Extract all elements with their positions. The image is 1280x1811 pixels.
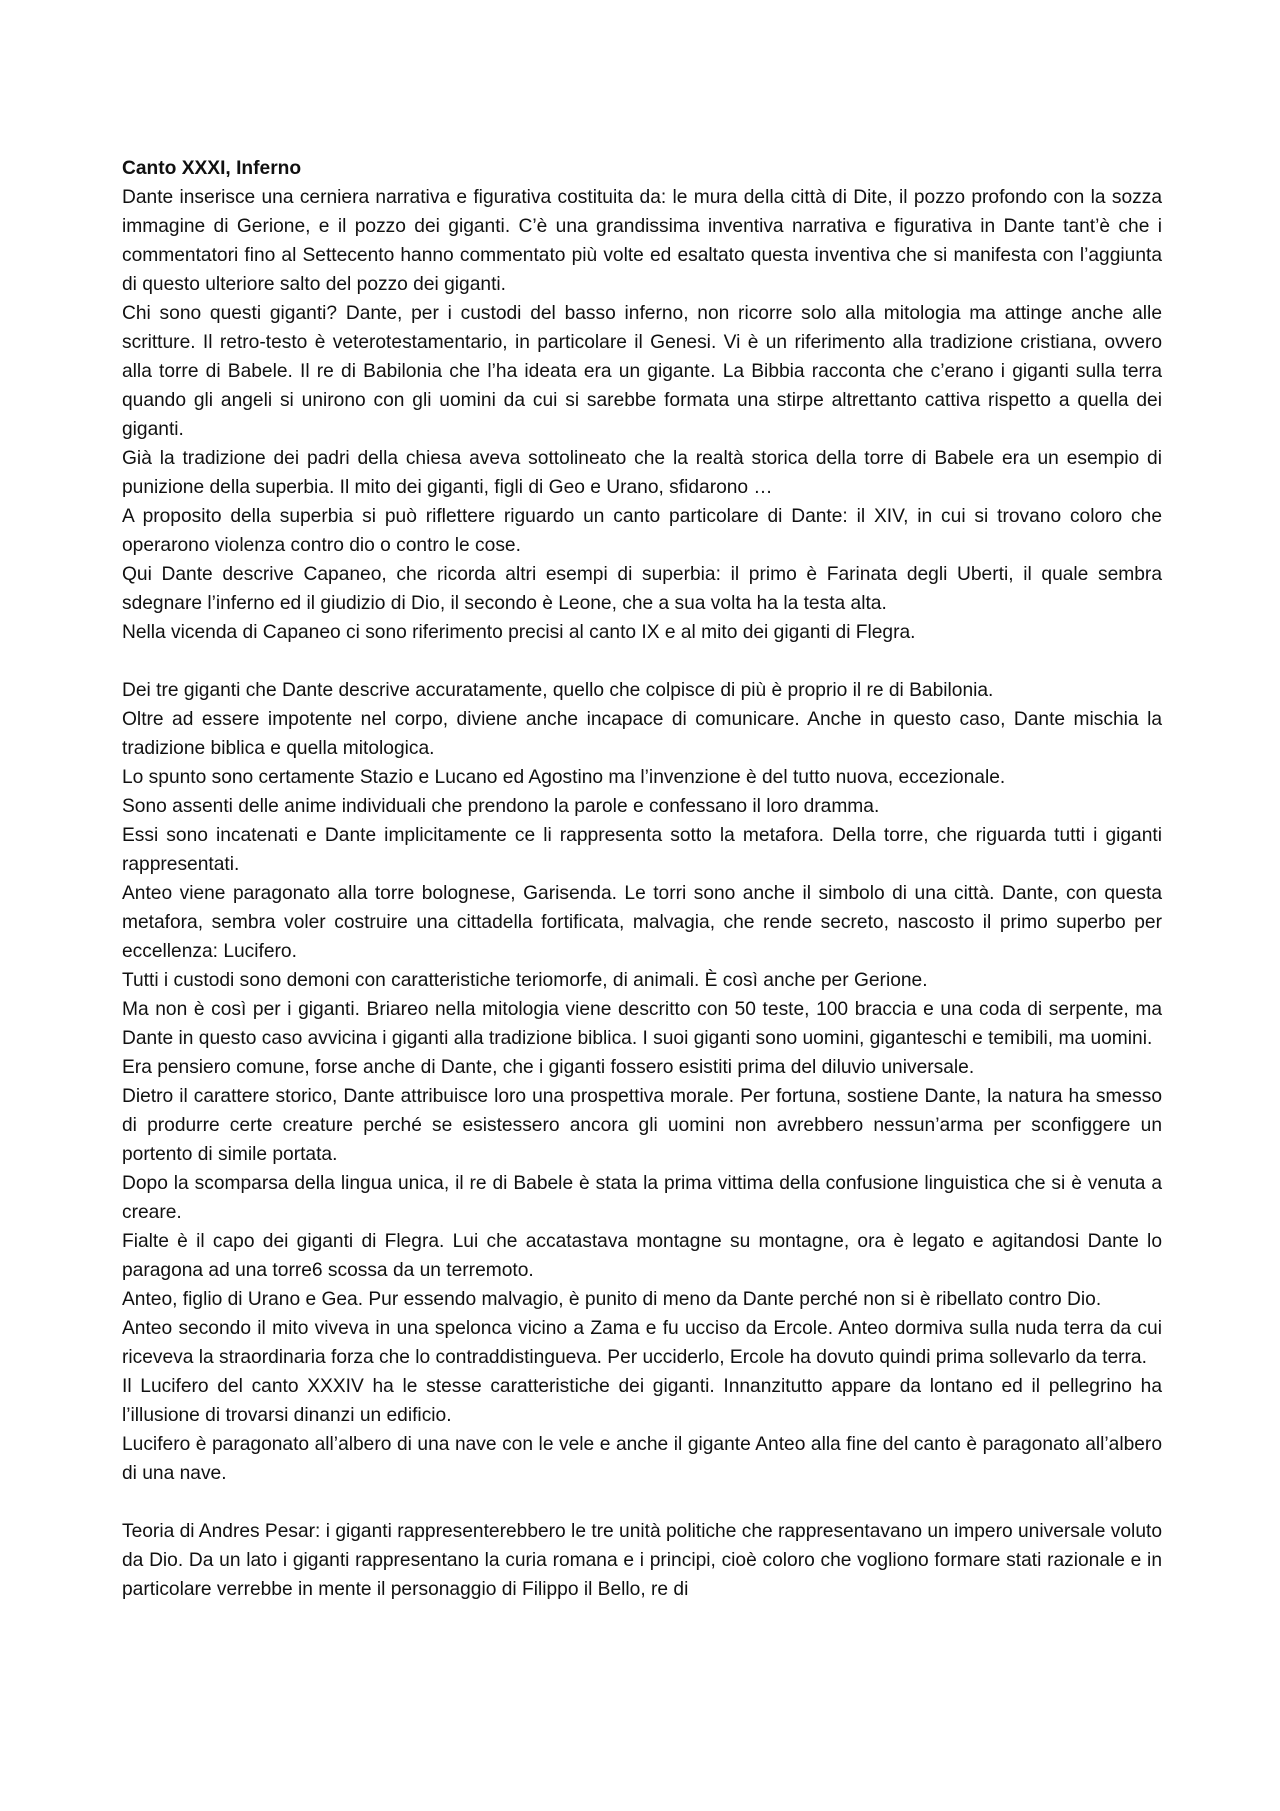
paragraph: Il Lucifero del canto XXXIV ha le stesse caratteristiche dei giganti. Innanzitutto appare da lontano ed il pellegrino ha l’illusione di trovarsi dinanzi un edificio. [122,1376,1162,1426]
paragraph: Ma non è così per i giganti. Briareo nella mitologia viene descritto con 50 teste, 100 braccia e una coda di serpente, ma Dante in questo caso avvicina i giganti alla tradizione biblica. I suoi giganti sono uomini, giganteschi e temibili, ma uomini. [122,999,1162,1049]
paragraph: Già la tradizione dei padri della chiesa aveva sottolineato che la realtà storica della torre di Babele era un esempio di punizione della superbia. Il mito dei giganti, figli di Geo e Urano, sfidarono … [122,448,1162,498]
paragraph: Lucifero è paragonato all’albero di una nave con le vele e anche il gigante Anteo alla fine del canto è paragonato all’albero di una nave. [122,1434,1162,1484]
paragraph: Dei tre giganti che Dante descrive accuratamente, quello che colpisce di più è proprio il re di Babilonia. [122,680,994,701]
paragraph: Chi sono questi giganti? Dante, per i custodi del basso inferno, non ricorre solo alla mitologia ma attinge anche alle scritture. Il retro-testo è veterotestamentario, in particolare il Genesi. Vi è un riferimento alla tradizione cristiana, ovvero alla torre di Babele. Il re di Babilonia che l’ha ideata era un gigante. La Bibbia racconta che c’erano i giganti sulla terra quando gli angeli si unirono con gli uomini da cui si sarebbe formata una stirpe altrettanto cattiva rispetto a quella dei giganti. [122,303,1162,440]
paragraph: Nella vicenda di Capaneo ci sono riferimento precisi al canto IX e al mito dei giganti di Flegra. [122,622,916,643]
paragraph: A proposito della superbia si può riflettere riguardo un canto particolare di Dante: il XIV, in cui si trovano coloro che operarono violenza contro dio o contro le cose. [122,506,1162,556]
paragraph: Era pensiero comune, forse anche di Dante, che i giganti fossero esistiti prima del diluvio universale. [122,1057,975,1078]
paragraph: Dietro il carattere storico, Dante attribuisce loro una prospettiva morale. Per fortuna, sostiene Dante, la natura ha smesso di produrre certe creature perché se esistessero ancora gli uomini non avrebbero nessun’arma per sconfiggere un portento di simile portata. [122,1086,1162,1165]
blank-line [122,647,1162,676]
blank-line [122,1488,1162,1517]
paragraph: Lo spunto sono certamente Stazio e Lucano ed Agostino ma l’invenzione è del tutto nuova, eccezionale. [122,767,1006,788]
paragraph: Qui Dante descrive Capaneo, che ricorda altri esempi di superbia: il primo è Farinata degli Uberti, il quale sembra sdegnare l’inferno ed il giudizio di Dio, il secondo è Leone, che a sua volta ha la testa alta. [122,564,1162,614]
paragraph: Anteo viene paragonato alla torre bolognese, Garisenda. Le torri sono anche il simbolo di una città. Dante, con questa metafora, sembra voler costruire una cittadella fortificata, malvagia, che rende secreto, nascosto il primo superbo per eccellenza: Lucifero. [122,883,1162,962]
paragraph: Teoria di Andres Pesar: i giganti rappresenterebbero le tre unità politiche che rappresentavano un impero universale voluto da Dio. Da un lato i giganti rappresentano la curia romana e i principi, cioè coloro che vogliono formare stati razionale e in particolare verrebbe in mente il personaggio di Filippo il Bello, re di [122,1521,1162,1600]
paragraph: Anteo, figlio di Urano e Gea. Pur essendo malvagio, è punito di meno da Dante perché non si è ribellato contro Dio. [122,1289,1102,1310]
paragraph: Oltre ad essere impotente nel corpo, diviene anche incapace di comunicare. Anche in questo caso, Dante mischia la tradizione biblica e quella mitologica. [122,709,1162,759]
paragraph: Dopo la scomparsa della lingua unica, il re di Babele è stata la prima vittima della confusione linguistica che si è venuta a creare. [122,1173,1162,1223]
paragraph: Anteo secondo il mito viveva in una spelonca vicino a Zama e fu ucciso da Ercole. Anteo dormiva sulla nuda terra da cui riceveva la straordinaria forza che lo contraddistingueva. Per ucciderlo, Ercole ha dovuto quindi prima sollevarlo da terra. [122,1318,1162,1368]
paragraph: Dante inserisce una cerniera narrativa e figurativa costituita da: le mura della città di Dite, il pozzo profondo con la sozza immagine di Gerione, e il pozzo dei giganti. C’è una grandissima inventiva narrativa e figurativa in Dante tant’è che i commentatori fino al Settecento hanno commentato più volte ed esaltato questa inventiva che si manifesta con l’aggiunta di questo ulteriore salto del pozzo dei giganti. [122,187,1162,295]
paragraph: Fialte è il capo dei giganti di Flegra. Lui che accatastava montagne su montagne, ora è legato e agitandosi Dante lo paragona ad una torre6 scossa da un terremoto. [122,1231,1162,1281]
paragraph: Essi sono incatenati e Dante implicitamente ce li rappresenta sotto la metafora. Della torre, che riguarda tutti i giganti rappresentati. [122,825,1162,875]
paragraph: Sono assenti delle anime individuali che prendono la parole e confessano il loro dramma. [122,796,880,817]
document-title: Canto XXXI, Inferno [122,158,302,179]
document-body [122,154,1162,1604]
paragraph: Tutti i custodi sono demoni con caratteristiche teriomorfe, di animali. È così anche per Gerione. [122,970,928,991]
